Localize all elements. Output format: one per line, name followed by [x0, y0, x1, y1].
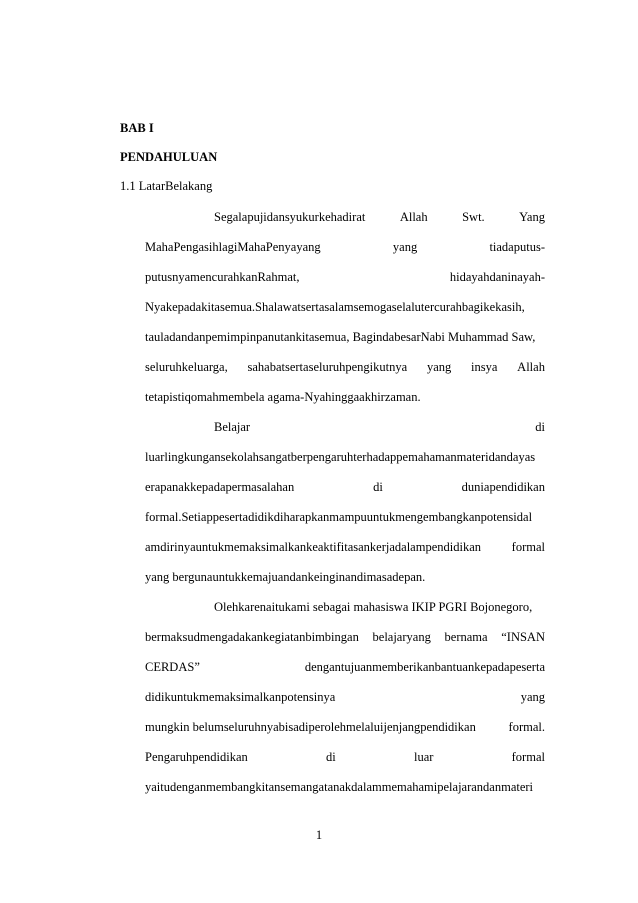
text-line: [145, 269, 545, 285]
text-word: bernama: [444, 630, 488, 644]
text-word: luarlingkungansekolahsangatberpengaruhterhadappemahamanmateridandayas: [145, 450, 536, 464]
text-word: di: [535, 420, 545, 434]
section-heading: 1.1 LatarBelakang: [120, 179, 213, 193]
text-word: Pengaruhpendidikan: [145, 750, 248, 764]
text-line: [145, 539, 545, 555]
text-word: Allah: [399, 210, 428, 224]
text-line: [145, 569, 545, 585]
text-word: bermaksudmengadakankegiatanbimbingan: [145, 630, 359, 644]
text-word: formal: [511, 750, 545, 764]
text-word: sahabatsertaseluruhpengikutnya: [247, 360, 408, 374]
text-line: [145, 719, 545, 735]
text-word: di: [373, 480, 383, 494]
text-word: MahaPengasihlagiMahaPenyayang: [145, 240, 321, 254]
text-word: amdirinyauntukmemaksimalkankeaktifitasankerjadalampendidikan: [145, 540, 481, 554]
text-line: [145, 779, 545, 795]
text-word: hidayahdaninayah-: [449, 270, 545, 284]
text-word: luar: [413, 750, 434, 764]
text-line: [145, 359, 545, 375]
text-word: Nyakepadakitasemua.Shalawatsertasalamsemogaselalutercurahbagikekasih,: [145, 300, 525, 314]
text-word: Allah: [517, 360, 545, 374]
text-word: Segalapujidansyukurkehadirat: [214, 210, 366, 224]
chapter-label: BAB I: [120, 121, 154, 135]
text-word: yang bergunauntukkemajuandankeinginandimasadepan.: [145, 570, 426, 584]
text-word: tiadaputus-: [489, 240, 545, 254]
text-word: insya: [471, 360, 498, 374]
text-word: putusnyamencurahkanRahmat,: [145, 270, 300, 284]
text-word: Yang: [519, 210, 545, 224]
text-line: [145, 389, 545, 405]
text-line: [145, 449, 545, 465]
text-line: [145, 509, 545, 525]
text-line: [145, 329, 545, 345]
text-word: yang: [520, 690, 545, 704]
text-line: [145, 479, 545, 495]
text-word: duniapendidikan: [461, 480, 545, 494]
text-line: [145, 689, 545, 705]
text-line: [214, 599, 545, 615]
text-word: yang: [426, 360, 452, 374]
text-word: di: [326, 750, 336, 764]
text-word: Olehkarenaitukami sebagai mahasiswa IKIP PGRI Bojonegoro,: [214, 600, 533, 614]
text-word: tauladandanpemimpinpanutankitasemua, BagindabesarNabi Muhammad Saw,: [145, 330, 536, 344]
text-word: Swt.: [462, 210, 485, 224]
text-word: dengantujuanmemberikanbantuankepadapeserta: [304, 660, 545, 674]
text-word: seluruhkeluarga,: [145, 360, 228, 374]
text-word: Belajar: [214, 420, 251, 434]
text-line: [145, 299, 545, 315]
text-line: [214, 209, 545, 225]
text-word: formal: [511, 540, 545, 554]
page-number: 1: [315, 828, 323, 842]
text-word: erapanakkepadapermasalahan: [145, 480, 295, 494]
text-word: formal.: [508, 720, 545, 734]
text-word: didikuntukmemaksimalkanpotensinya: [145, 690, 336, 704]
text-word: formal.Setiappesertadidikdiharapkanmampuuntukmengembangkanpotensidal: [145, 510, 533, 524]
text-word: yaitudenganmembangkitansemangatanakdalammemahamipelajarandanmateri: [145, 780, 534, 794]
text-line: [145, 629, 545, 645]
text-line: [145, 659, 545, 675]
text-word: mungkin belumseluruhnyabisadiperolehmelaluijenjangpendidikan: [145, 720, 476, 734]
text-line: [145, 239, 545, 255]
text-word: yang: [392, 240, 418, 254]
text-word: CERDAS”: [145, 660, 200, 674]
text-word: “INSAN: [501, 630, 545, 644]
chapter-title: PENDAHULUAN: [120, 150, 218, 164]
text-word: belajaryang: [372, 630, 431, 644]
text-line: [214, 419, 545, 435]
text-word: tetapistiqomahmembela agama-Nyahinggaakhirzaman.: [145, 390, 421, 404]
text-line: [145, 749, 545, 765]
